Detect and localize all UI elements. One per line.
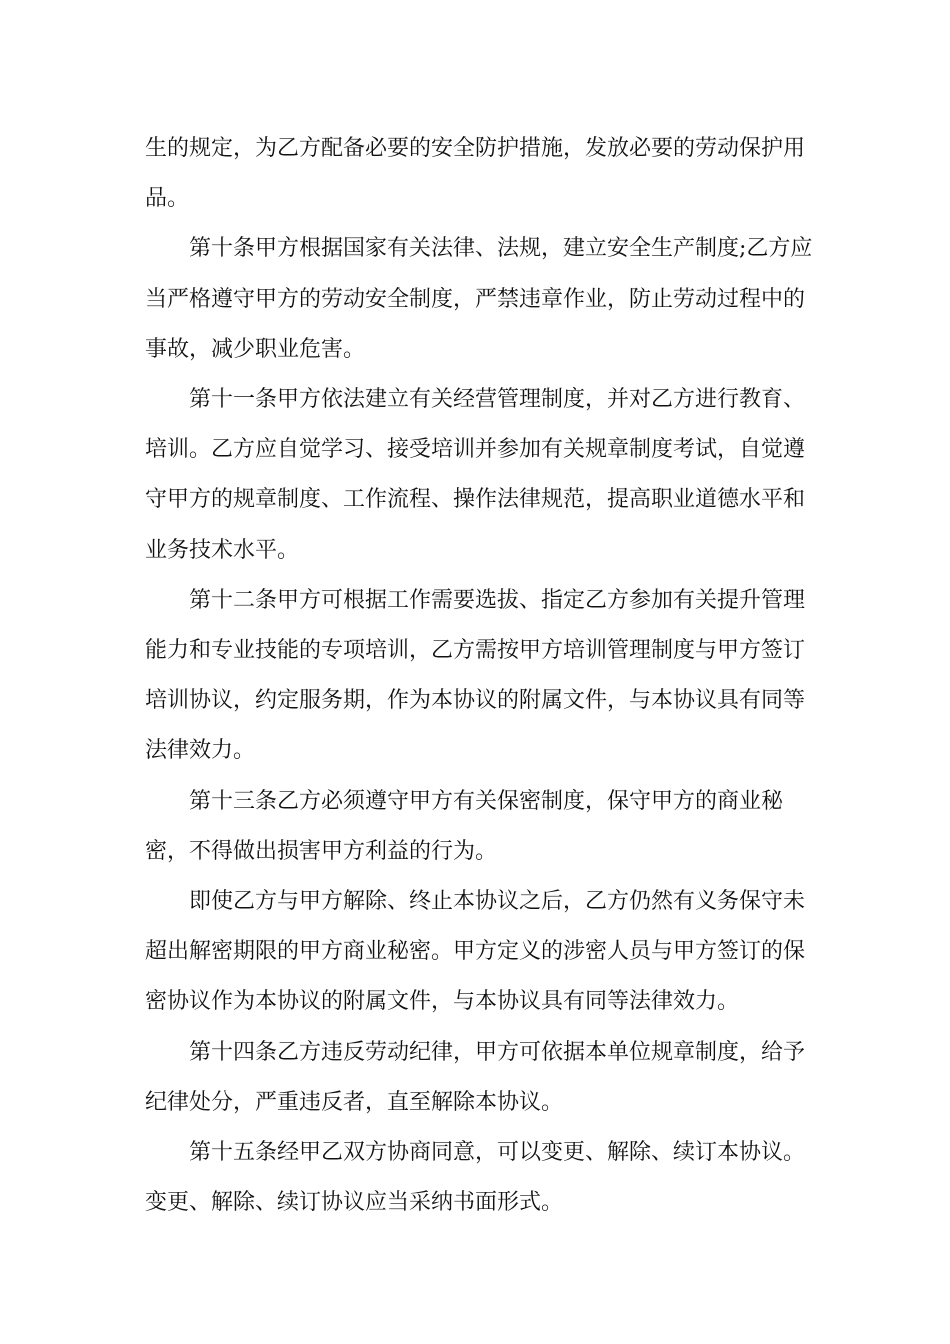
paragraph-1: 生的规定，为乙方配备必要的安全防护措施，发放必要的劳动保护用品。 (145, 136, 806, 212)
paragraph-6: 即使乙方与甲方解除、终止本协议之后，乙方仍然有义务保守未超出解密期限的甲方商业秘密。甲方定义的涉密人员与甲方签订的保密协议作为本协议的附属文件，与本协议具有同等法律效力。 (145, 889, 806, 1015)
paragraph-7: 第十四条乙方违反劳动纪律，甲方可依据本单位规章制度，给予纪律处分，严重违反者，直至解除本协议。 (145, 1039, 806, 1115)
paragraph-4: 第十二条甲方可根据工作需要选拔、指定乙方参加有关提升管理能力和专业技能的专项培训，乙方需按甲方培训管理制度与甲方签订培训协议，约定服务期，作为本协议的附属文件，与本协议具有同等法律效力。 (145, 587, 806, 764)
paragraph-8: 第十五条经甲乙双方协商同意，可以变更、解除、续订本协议。变更、解除、续订协议应当采纳书面形式。 (145, 1140, 806, 1216)
document-body (145, 124, 825, 1228)
paragraph-3: 第十一条甲方依法建立有关经营管理制度，并对乙方进行教育、培训。乙方应自觉学习、接受培训并参加有关规章制度考试，自觉遵守甲方的规章制度、工作流程、操作法律规范，提高职业道德水平和业务技术水平。 (145, 387, 806, 563)
paragraph-2: 第十条甲方根据国家有关法律、法规，建立安全生产制度;乙方应当严格遵守甲方的劳动安全制度，严禁违章作业，防止劳动过程中的事故，减少职业危害。 (145, 236, 813, 362)
paragraph-5: 第十三条乙方必须遵守甲方有关保密制度，保守甲方的商业秘密，不得做出损害甲方利益的行为。 (145, 788, 784, 864)
